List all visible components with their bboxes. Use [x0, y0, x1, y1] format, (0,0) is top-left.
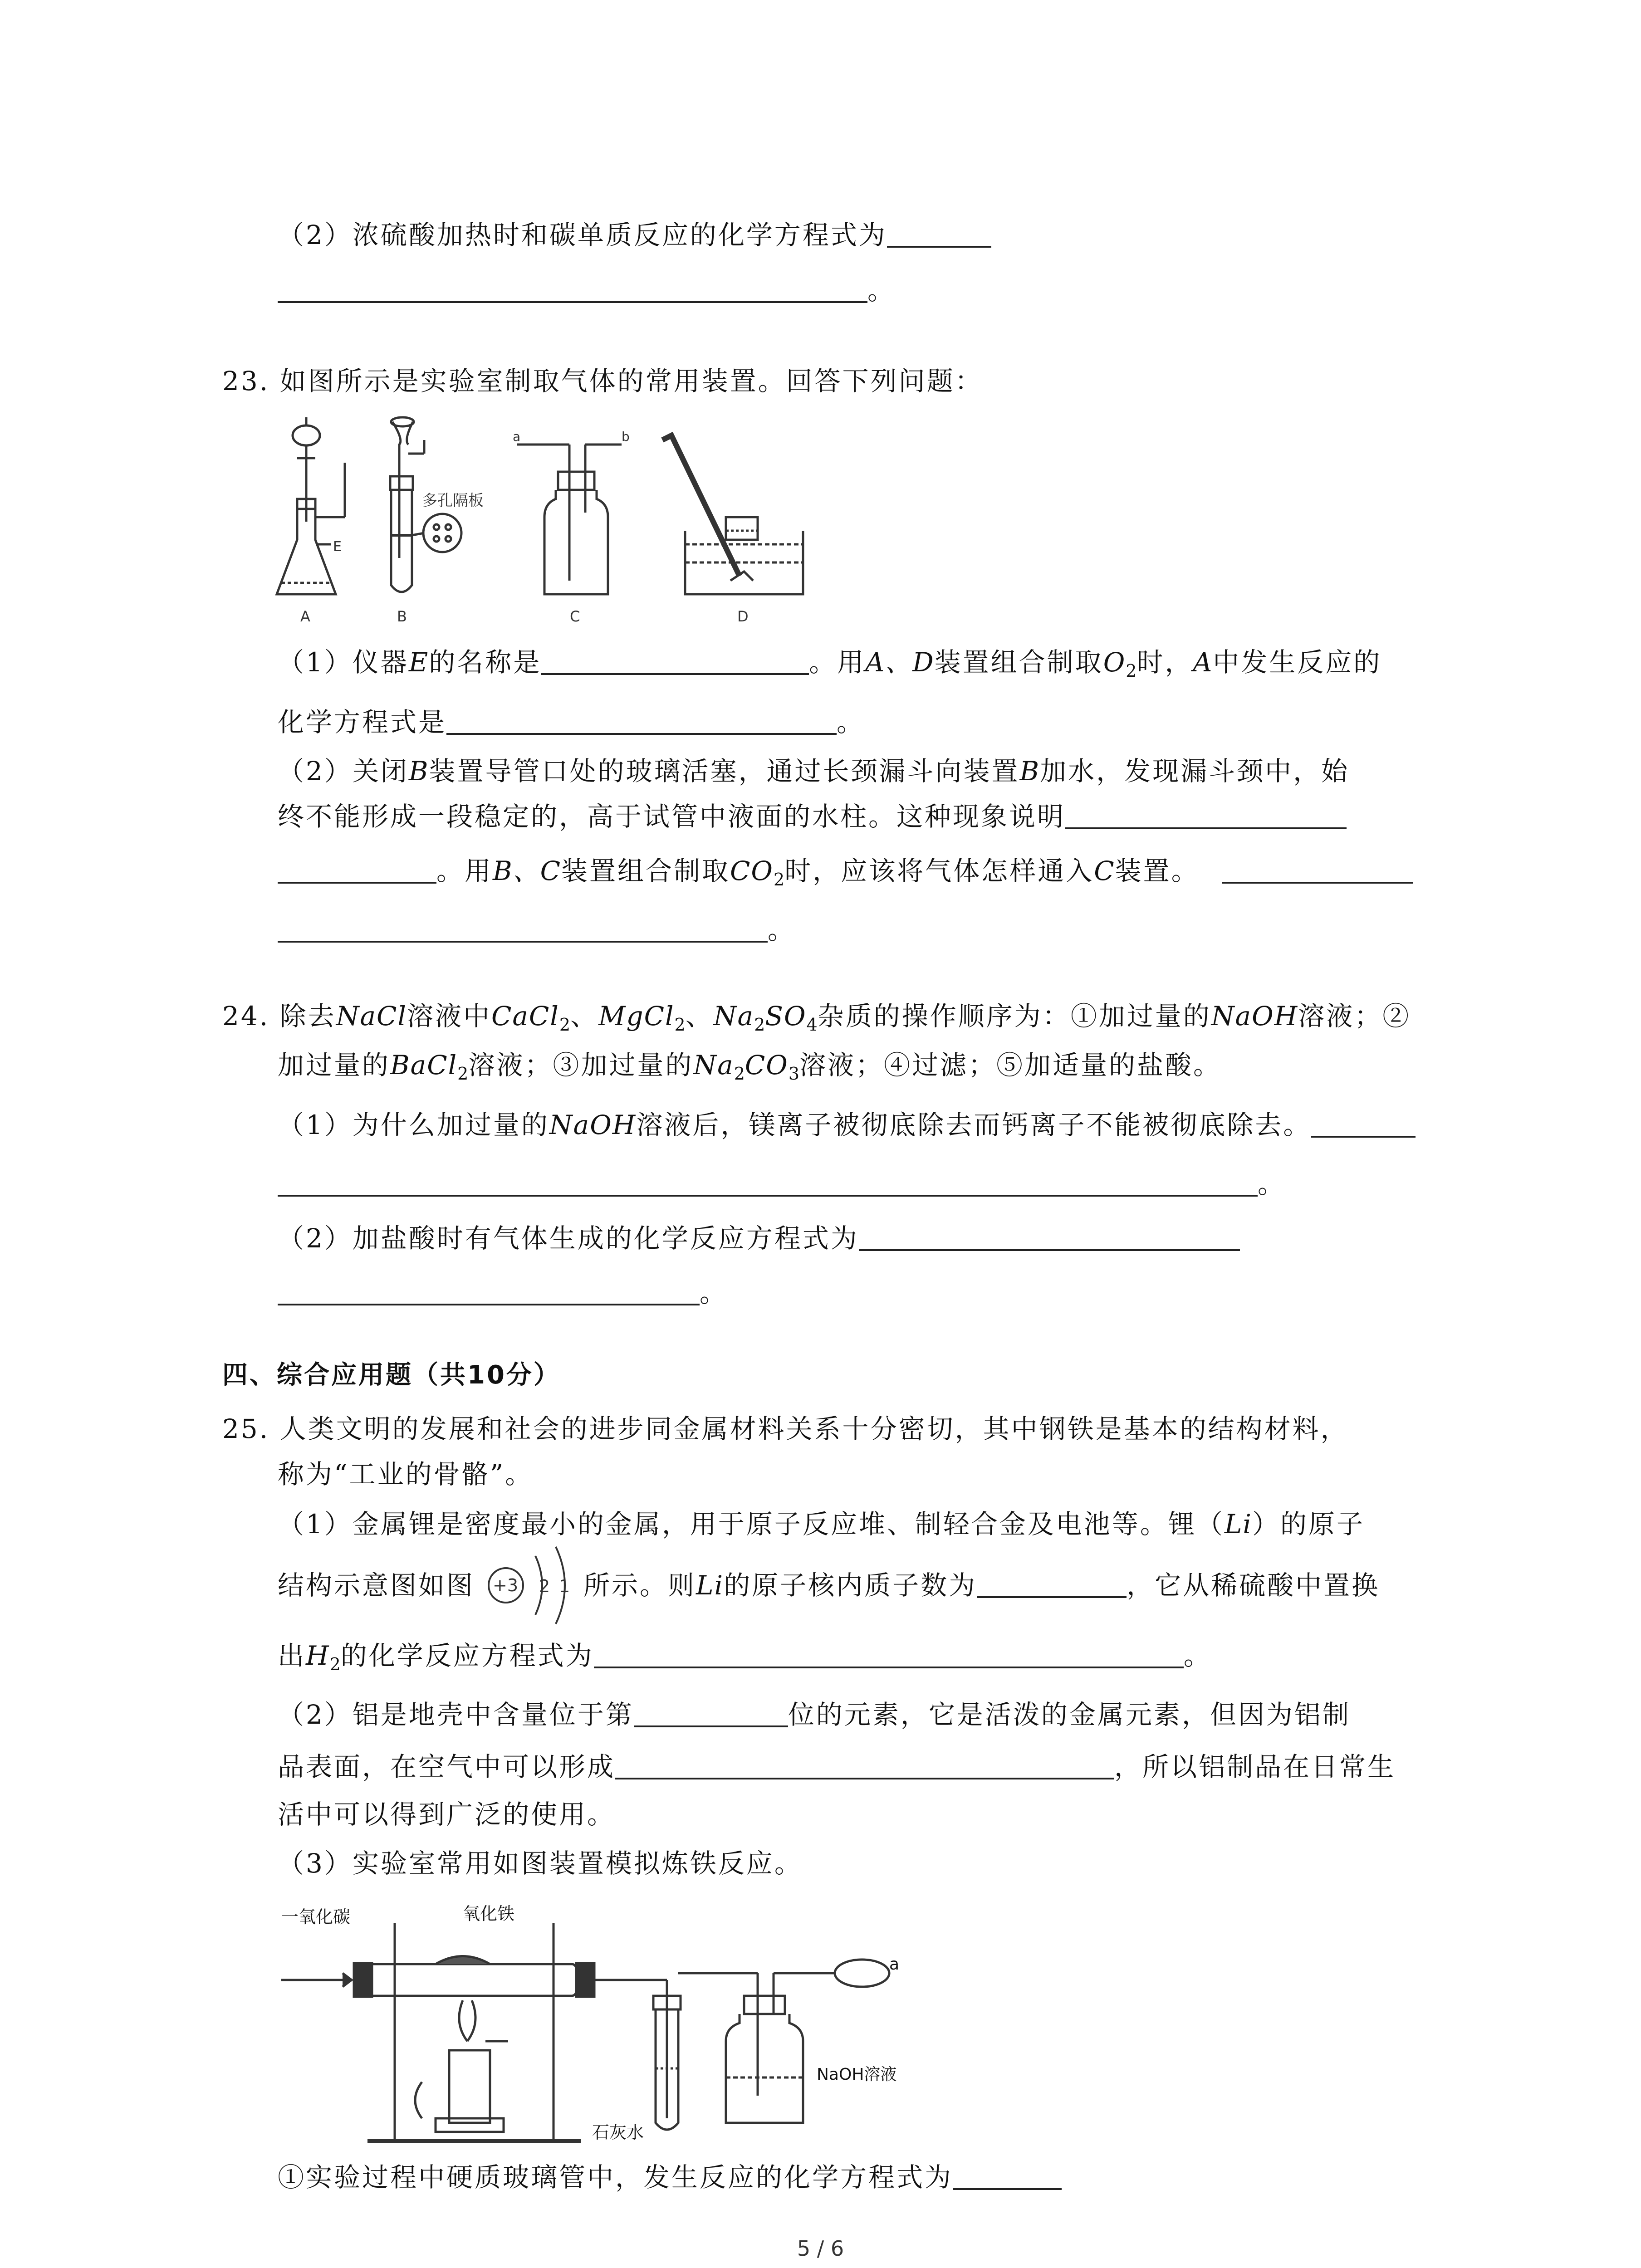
- q22-part2: （2）浓硫酸加热时和碳单质反应的化学方程式为: [278, 217, 991, 253]
- answer-blank[interactable]: [594, 1639, 1184, 1668]
- answer-blank[interactable]: [615, 1750, 1114, 1779]
- label-E: E: [333, 539, 342, 555]
- label-carbon-monoxide: 一氧化碳: [281, 1907, 351, 1927]
- q24-part1-line2: 。: [278, 1166, 1286, 1202]
- q23-part2-line4: 。: [278, 912, 796, 948]
- q25-part2-line2: 品表面，在空气中可以形成 ，所以铝制品在日常生: [278, 1751, 1396, 1782]
- answer-blank[interactable]: [1065, 800, 1347, 829]
- apparatus-C: [517, 445, 622, 594]
- answer-blank[interactable]: [278, 1276, 700, 1305]
- answer-blank[interactable]: [887, 219, 991, 248]
- q25-part1-line2: 结构示意图如图 所示。则Li的原子核内质子数为 ，它从稀硫酸中置换: [278, 1570, 1380, 1601]
- q23-stem: 23. 如图所示是实验室制取气体的常用装置。回答下列问题：: [222, 366, 983, 396]
- q25-part2-line3: 活中可以得到广泛的使用。: [278, 1799, 616, 1830]
- label-A: A: [300, 608, 310, 625]
- answer-blank[interactable]: [1222, 855, 1413, 884]
- answer-blank[interactable]: [278, 914, 768, 943]
- q23-part2-line3: 。用B、C装置组合制取$CO_2$时，应该将气体怎样通入C装置。: [278, 853, 1413, 898]
- q25-part3: （3）实验室常用如图装置模拟炼铁反应。: [278, 1848, 803, 1879]
- q25-part1-line3: 出$H_2$的化学反应方程式为 。: [278, 1640, 1212, 1674]
- answer-blank[interactable]: [977, 1569, 1127, 1598]
- q25-stem: 25. 人类文明的发展和社会的进步同金属材料关系十分密切，其中钢铁是基本的结构材料，: [222, 1413, 1349, 1444]
- q23-part1-line2: 化学方程式是 。: [278, 707, 865, 738]
- label-a: a: [513, 429, 521, 444]
- answer-blank[interactable]: [278, 855, 436, 884]
- q25-part1: （1）金属锂是密度最小的金属，用于原子反应堆、制轻合金及电池等。锂（Li）的原子: [278, 1509, 1365, 1540]
- q24-part1: （1）为什么加过量的NaOH溶液后，镁离子被彻底除去而钙离子不能被彻底除去。: [278, 1107, 1416, 1143]
- label-C: C: [570, 608, 580, 625]
- q25-part2: （2）铝是地壳中含量位于第 位的元素，它是活泼的金属元素，但因为铝制: [278, 1699, 1351, 1730]
- label-D: D: [737, 608, 749, 625]
- label-naoh-solution: NaOH溶液: [817, 2065, 897, 2084]
- electron-shell-1: 2: [539, 1576, 550, 1596]
- answer-blank[interactable]: [541, 646, 809, 675]
- page-number: 5 / 6: [797, 2236, 844, 2261]
- answer-blank[interactable]: [634, 1698, 788, 1727]
- answer-blank[interactable]: [859, 1222, 1240, 1251]
- q24-part2-line2: 。: [278, 1275, 728, 1311]
- q24-stem-line2: 加过量的BaCl$_2$溶液；③加过量的$Na_2CO_3$溶液；④过滤；⑤加适量的盐酸。: [278, 1050, 1222, 1084]
- q23-part1: （1）仪器E的名称是 。用A、D装置组合制取$O_2$时，A中发生反应的: [278, 647, 1382, 681]
- label-porous-plate: 多孔隔板: [422, 492, 484, 510]
- electron-shell-2: 1: [559, 1576, 570, 1596]
- label-limewater: 石灰水: [592, 2122, 644, 2142]
- answer-blank[interactable]: [446, 706, 837, 735]
- label-b: b: [622, 429, 630, 444]
- q23-part2: （2）关闭B装置导管口处的玻璃活塞，通过长颈漏斗向装置B加水，发现漏斗颈中，始: [278, 756, 1350, 787]
- q24-part2: （2）加盐酸时有气体生成的化学反应方程式为: [278, 1220, 1240, 1256]
- apparatus-D: [662, 435, 803, 594]
- label-a: a: [889, 1955, 900, 1974]
- q25-part3-q1: ①实验过程中硬质玻璃管中，发生反应的化学方程式为: [278, 2159, 1062, 2195]
- q24-stem: 24. 除去NaCl溶液中CaCl$_2$、MgCl$_2$、$Na_2SO_4$杂质的操作顺序为：①加过量的NaOH溶液；②: [222, 1001, 1411, 1035]
- answer-blank[interactable]: [1311, 1109, 1416, 1138]
- label-iron-oxide: 氧化铁: [463, 1904, 515, 1924]
- q22-part2-line2: 。: [278, 272, 896, 308]
- answer-blank[interactable]: [953, 2161, 1062, 2190]
- answer-blank[interactable]: [278, 274, 867, 303]
- apparatus-A: [277, 417, 345, 594]
- q25-stem-line2: 称为“工业的骨骼”。: [278, 1459, 534, 1490]
- label-B: B: [397, 608, 407, 625]
- answer-blank[interactable]: [278, 1168, 1258, 1197]
- section-title: 四、综合应用题（共10分）: [222, 1360, 561, 1390]
- lithium-atom-diagram: [481, 1542, 590, 1628]
- gas-apparatus-figure: [272, 408, 817, 644]
- q23-part2-line2: 终不能形成一段稳定的，高于试管中液面的水柱。这种现象说明: [278, 798, 1347, 835]
- nucleus-charge: +3: [493, 1575, 519, 1595]
